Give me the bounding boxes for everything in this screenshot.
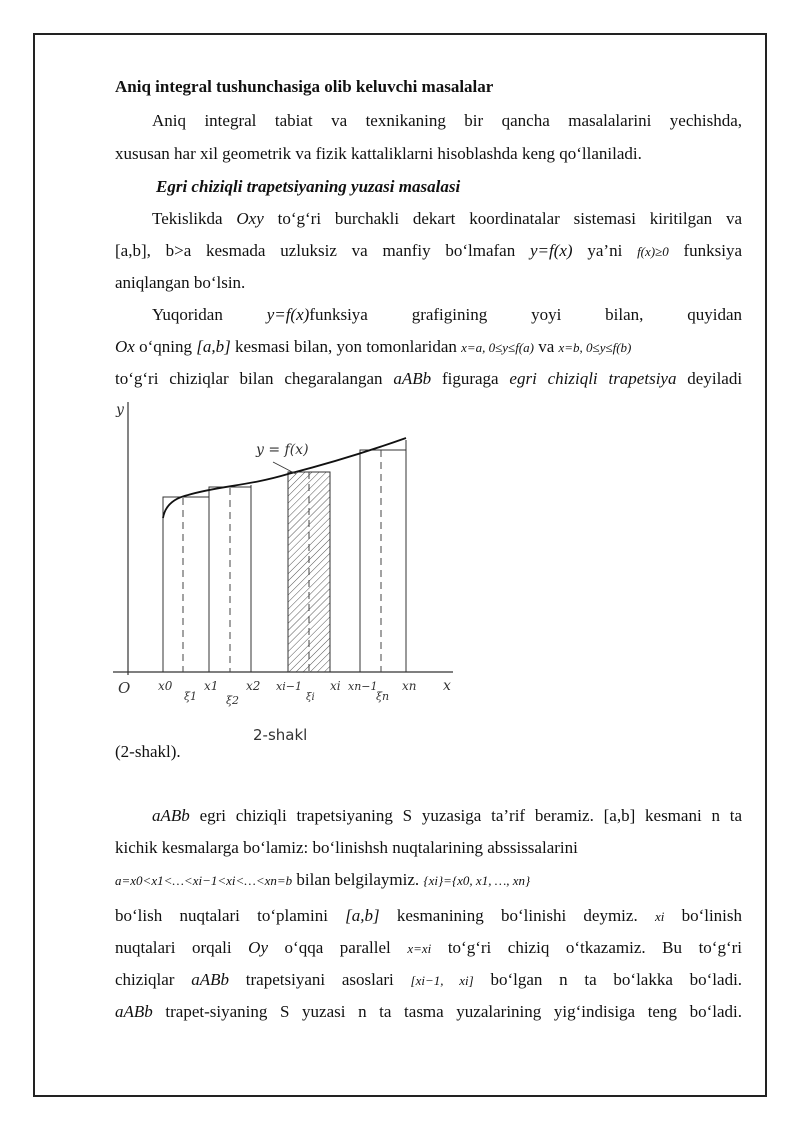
xi-tick-label: ξi bbox=[306, 692, 315, 703]
x-tick-label: xn bbox=[402, 679, 417, 693]
figure-caption: 2-shakl bbox=[253, 726, 308, 744]
paragraph-line: kichik kesmalarga bo‘lamiz: bo‘linishsh nuqtalarining abssissalarini bbox=[115, 838, 578, 857]
x-tick-label: x2 bbox=[246, 679, 261, 693]
figure-reference: (2-shakl). bbox=[115, 742, 181, 761]
paragraph-line: a=x0<x1<…<xi−1<xi<…<xn=b bilan belgilaymiz. {xi}={x0, x1, …, xn} bbox=[115, 870, 531, 889]
riemann-sum-figure bbox=[108, 400, 458, 720]
paragraph-line: Aniq integral tabiat va texnikaning bir qancha masalalarini yechishda, bbox=[152, 111, 742, 130]
paragraph-line: aABb trapet-siyaning S yuzasi n ta tasma yuzalarining yig‘indisiga teng bo‘ladi. bbox=[115, 1002, 742, 1021]
x-tick-label: xi bbox=[330, 679, 341, 693]
paragraph-line: aABb egri chiziqli trapetsiyaning S yuzasiga ta’rif beramiz. [a,b] kesmani n ta bbox=[152, 806, 743, 825]
paragraph-line: Yuqoridan y=f(x)funksiya grafigining yoyi bilan, quyidan bbox=[152, 305, 743, 324]
y-axis-label: y bbox=[116, 402, 124, 418]
x-tick-label: xi−1 bbox=[276, 680, 302, 693]
paragraph-line: nuqtalari orqali Oy o‘qqa parallel x=xi to‘g‘ri chiziq o‘tkazamiz. Bu to‘g‘ri bbox=[115, 938, 742, 957]
paragraph-line: Ox o‘qning [a,b] kesmasi bilan, yon tomonlaridan x=a, 0≤y≤f(a) va x=b, 0≤y≤f(b) bbox=[115, 337, 632, 356]
xi-tick-label: ξ2 bbox=[226, 694, 240, 707]
paragraph-line: chiziqlar aABb trapetsiyani asoslari [xi−1, xi] bo‘lgan n ta bo‘lakka bo‘ladi. bbox=[115, 970, 743, 989]
curve-label: y = f(x) bbox=[256, 442, 309, 458]
section-title: Aniq integral tushunchasiga olib keluvchi masalalar bbox=[115, 77, 494, 96]
paragraph-line: bo‘lish nuqtalari to‘plamini [a,b] kesmanining bo‘linishi deymiz. xi bo‘linish bbox=[115, 906, 743, 925]
x-axis-label: x bbox=[443, 678, 451, 694]
subsection-title: Egri chiziqli trapetsiyaning yuzasi masalasi bbox=[156, 177, 461, 196]
paragraph-line: xususan har xil geometrik va fizik kattaliklarni hisoblashda keng qo‘llaniladi. bbox=[115, 144, 642, 163]
strip-rect bbox=[163, 497, 209, 672]
x-tick-label: x0 bbox=[158, 679, 173, 693]
xi-tick-label: ξn bbox=[376, 690, 390, 703]
paragraph-line: to‘g‘ri chiziqlar bilan chegaralangan aABb figuraga egri chiziqli trapetsiya deyiladi bbox=[115, 369, 743, 388]
xi-tick-label: ξ1 bbox=[184, 690, 198, 703]
strip-rect bbox=[360, 450, 406, 672]
paragraph-line: Tekislikda Oxy to‘g‘ri burchakli dekart koordinatalar sistemasi kiritilgan va bbox=[152, 209, 742, 228]
paragraph-line: [a,b], b>a kesmada uzluksiz va manfiy bo‘lmafan y=f(x) ya’ni f(x)≥0 funksiya bbox=[115, 241, 743, 260]
origin-label: O bbox=[118, 679, 131, 697]
x-tick-label: x1 bbox=[204, 679, 219, 693]
paragraph-line: aniqlangan bo‘lsin. bbox=[115, 273, 246, 292]
x-tick-label: xn−1 bbox=[348, 680, 378, 693]
